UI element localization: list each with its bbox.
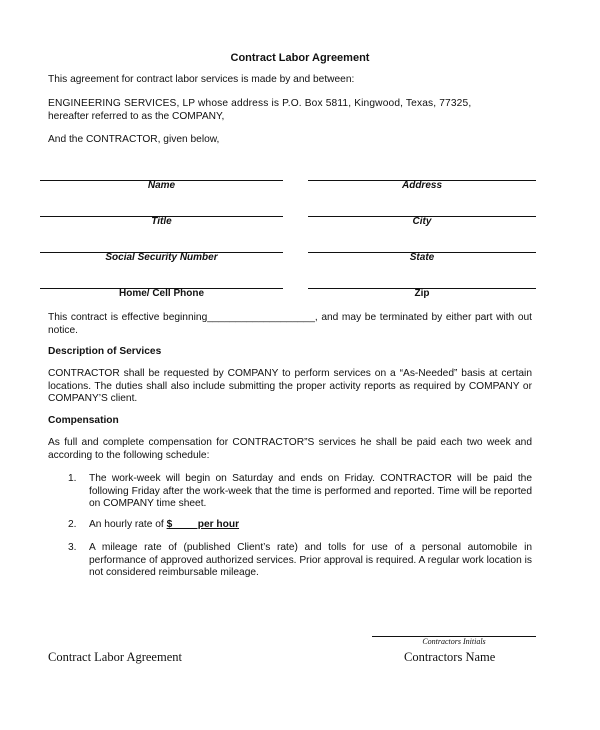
services-heading: Description of Services	[48, 346, 162, 357]
compensation-paragraph: As full and complete compensation for CONTRACTOR”S services he shall be paid each two week and according to the following schedule:	[48, 437, 532, 461]
company-paragraph	[48, 98, 538, 123]
state-label: State	[409, 252, 435, 263]
contractor-intro: And the CONTRACTOR, given below,	[48, 134, 220, 145]
list-item-text: A mileage rate of (published Client’s rate) and tolls for use of a personal automobile in performance of approved authorized services. Prior approval is required. A regular work location is not considered reimbursable mileage.	[89, 542, 532, 579]
list-item-number: 1.	[68, 473, 77, 484]
company-line-1: ENGINEERING SERVICES, LP whose address is P.O. Box 5811, Kingwood, Texas, 77325,	[48, 98, 472, 109]
list-item-number: 3.	[68, 542, 77, 553]
zip-label: Zip	[414, 288, 430, 299]
list-item-number: 2.	[68, 519, 77, 530]
services-paragraph: CONTRACTOR shall be requested by COMPANY to perform services on a “As-Needed” basis at certain locations. The duties shall also include submitting the proper activity reports as required by COMPANY or COMPANY’S client.	[48, 368, 532, 405]
city-label: City	[412, 216, 432, 227]
hourly-rate-item	[89, 519, 532, 532]
name-label: Name	[147, 180, 176, 191]
footer-left: Contract Labor Agreement	[48, 650, 182, 664]
document-title: Contract Labor Agreement	[230, 52, 370, 64]
initials-label: Contractors Initials	[422, 637, 486, 646]
list-item-text: The work-week will begin on Saturday and ends on Friday. CONTRACTOR will be paid the following Friday after the work-week that the time is performed and reported. Time will be reported on COMPANY time sheet.	[89, 473, 532, 510]
hourly-rate-prefix: An hourly rate of	[89, 519, 167, 530]
intro-paragraph: This agreement for contract labor services is made by and between:	[48, 74, 355, 85]
phone-label: Home/ Cell Phone	[118, 288, 204, 299]
hourly-rate-value[interactable]: $ per hour	[166, 519, 240, 530]
address-label: Address	[401, 180, 442, 191]
effective-paragraph: This contract is effective beginning___________________, and may be terminated by either part with out notice.	[48, 312, 532, 336]
footer-right: Contractors Name	[404, 650, 496, 664]
ssn-label: Social Security Number	[105, 252, 218, 263]
compensation-heading: Compensation	[48, 415, 119, 426]
company-line-2: hereafter referred to as the COMPANY,	[48, 110, 225, 122]
title-label: Title	[151, 216, 172, 227]
